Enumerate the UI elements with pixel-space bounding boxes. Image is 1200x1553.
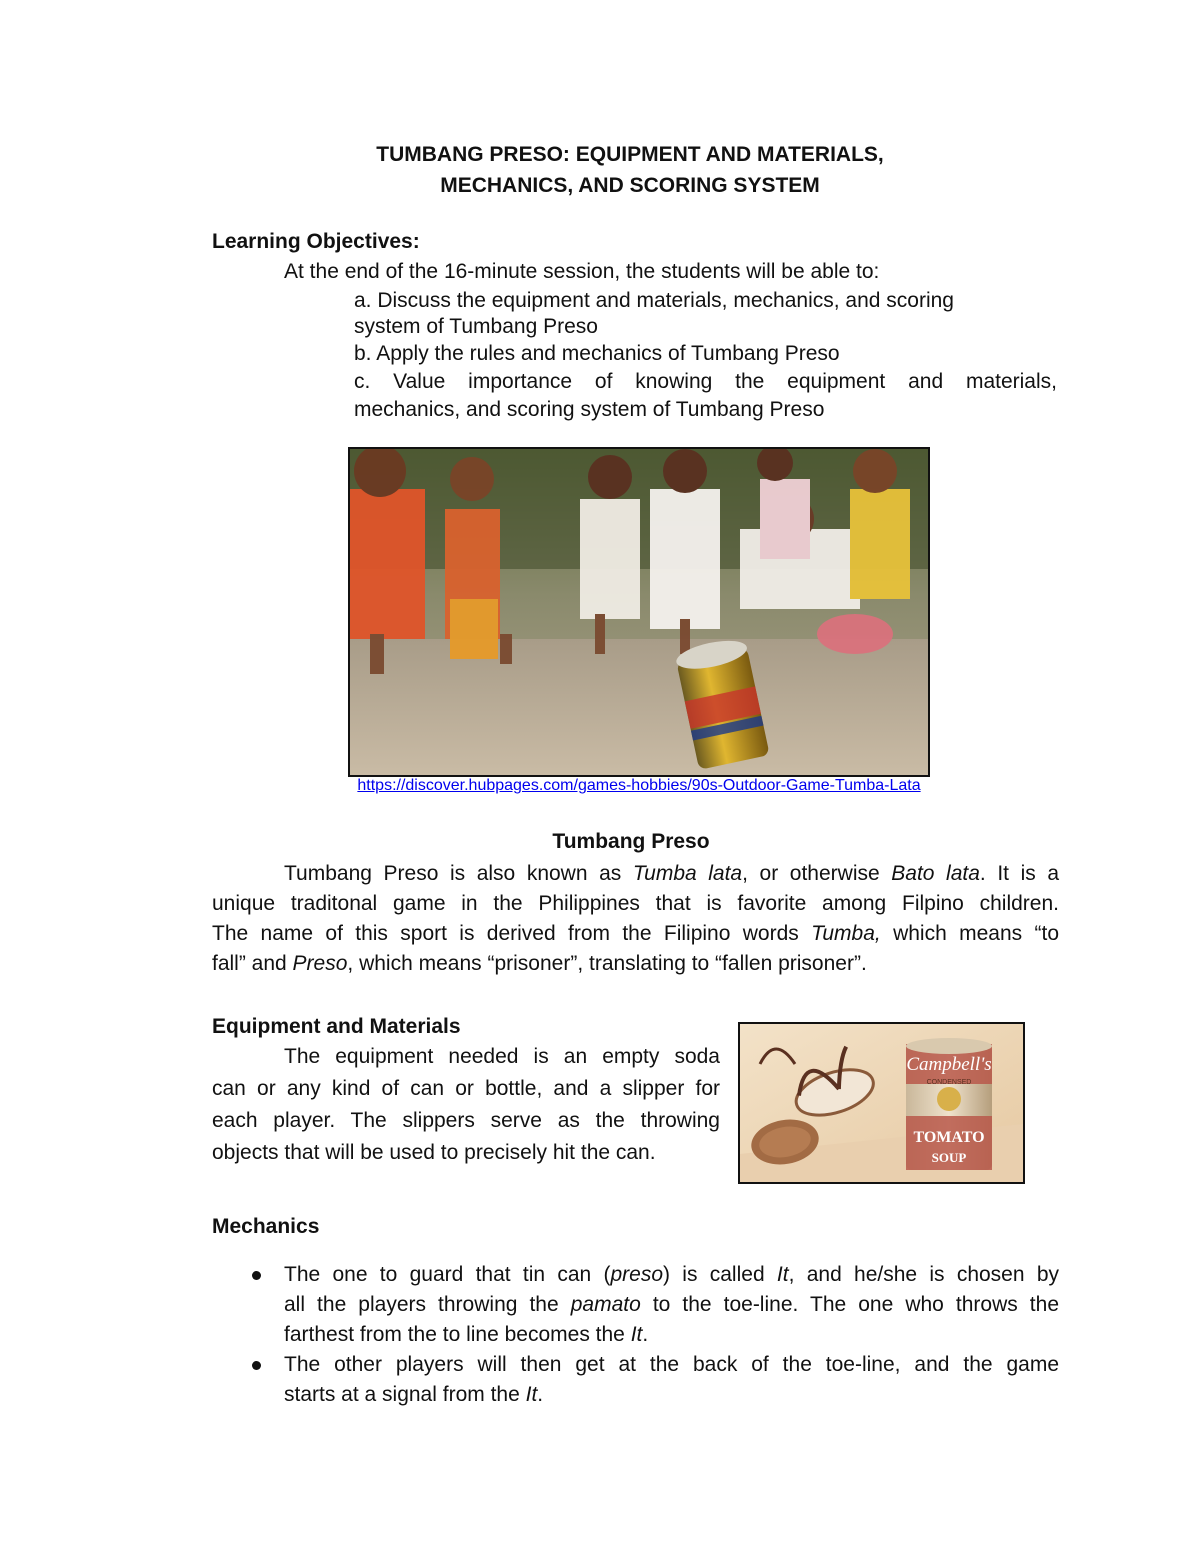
can-brand-text: Campbell's <box>906 1054 992 1075</box>
can-word1-text: TOMATO <box>913 1129 985 1146</box>
mechanics-heading: Mechanics <box>212 1215 320 1238</box>
tumbang-preso-heading: Tumbang Preso <box>552 830 710 853</box>
mechanics-bullet-2-line-1: The other players will then get at the back of the toe-line, and the game <box>284 1353 1059 1376</box>
mechanics-bullet-2-line-2: starts at a signal from the It. <box>284 1383 544 1406</box>
tumbang-preso-para-line-1: Tumbang Preso is also known as Tumba lata, or otherwise Bato lata. It is a <box>284 862 1060 885</box>
tumbang-preso-para-line-3: The name of this sport is derived from the Filipino words Tumba, which means “to <box>212 922 1059 945</box>
objectives-intro: At the end of the 16-minute session, the students will be able to: <box>284 260 880 283</box>
equipment-para-line-1: The equipment needed is an empty soda <box>284 1045 720 1068</box>
equipment-para-line-3: each player. The slippers serve as the throwing <box>212 1109 720 1132</box>
can-word2-text: SOUP <box>931 1150 967 1165</box>
can-sub-text: CONDENSED <box>926 1079 972 1086</box>
objective-a-line-1: a. Discuss the equipment and materials, mechanics, and scoring <box>354 289 954 312</box>
equipment-para-line-2: can or any kind of can or bottle, and a slipper for <box>212 1077 720 1100</box>
document-title-line-2: MECHANICS, AND SCORING SYSTEM <box>440 174 820 197</box>
equipment-para-line-4: objects that will be used to precisely hit the can. <box>212 1141 656 1164</box>
tumbang-preso-para-line-4: fall” and Preso, which means “prisoner”, translating to “fallen prisoner”. <box>212 952 867 975</box>
slippers-and-can-photo <box>738 1022 1025 1184</box>
equipment-heading: Equipment and Materials <box>212 1015 461 1038</box>
mechanics-bullet-1-line-1: The one to guard that tin can (preso) is called It, and he/she is chosen by <box>284 1263 1059 1286</box>
objectives-heading: Learning Objectives: <box>212 230 420 253</box>
photo-source-link[interactable]: https://discover.hubpages.com/games-hobbies/90s-Outdoor-Game-Tumba-Lata <box>357 777 921 794</box>
tumbang-preso-para-line-2: unique traditonal game in the Philippines that is favorite among Filpino children. <box>212 892 1059 915</box>
bullet-icon <box>252 1361 261 1370</box>
objective-b: b. Apply the rules and mechanics of Tumbang Preso <box>354 342 840 365</box>
document-title-line-1: TUMBANG PRESO: EQUIPMENT AND MATERIALS, <box>376 143 884 166</box>
bullet-icon <box>252 1271 261 1280</box>
objective-c-line-2: mechanics, and scoring system of Tumbang Preso <box>354 398 825 421</box>
children-playing-photo <box>348 447 930 777</box>
objective-c-line-1: c. Value importance of knowing the equipment and materials, <box>354 370 1057 393</box>
mechanics-bullet-1-line-2: all the players throwing the pamato to the toe-line. The one who throws the <box>284 1293 1059 1316</box>
mechanics-bullet-1-line-3: farthest from the to line becomes the It. <box>284 1323 649 1346</box>
objective-a-line-2: system of Tumbang Preso <box>354 315 598 338</box>
